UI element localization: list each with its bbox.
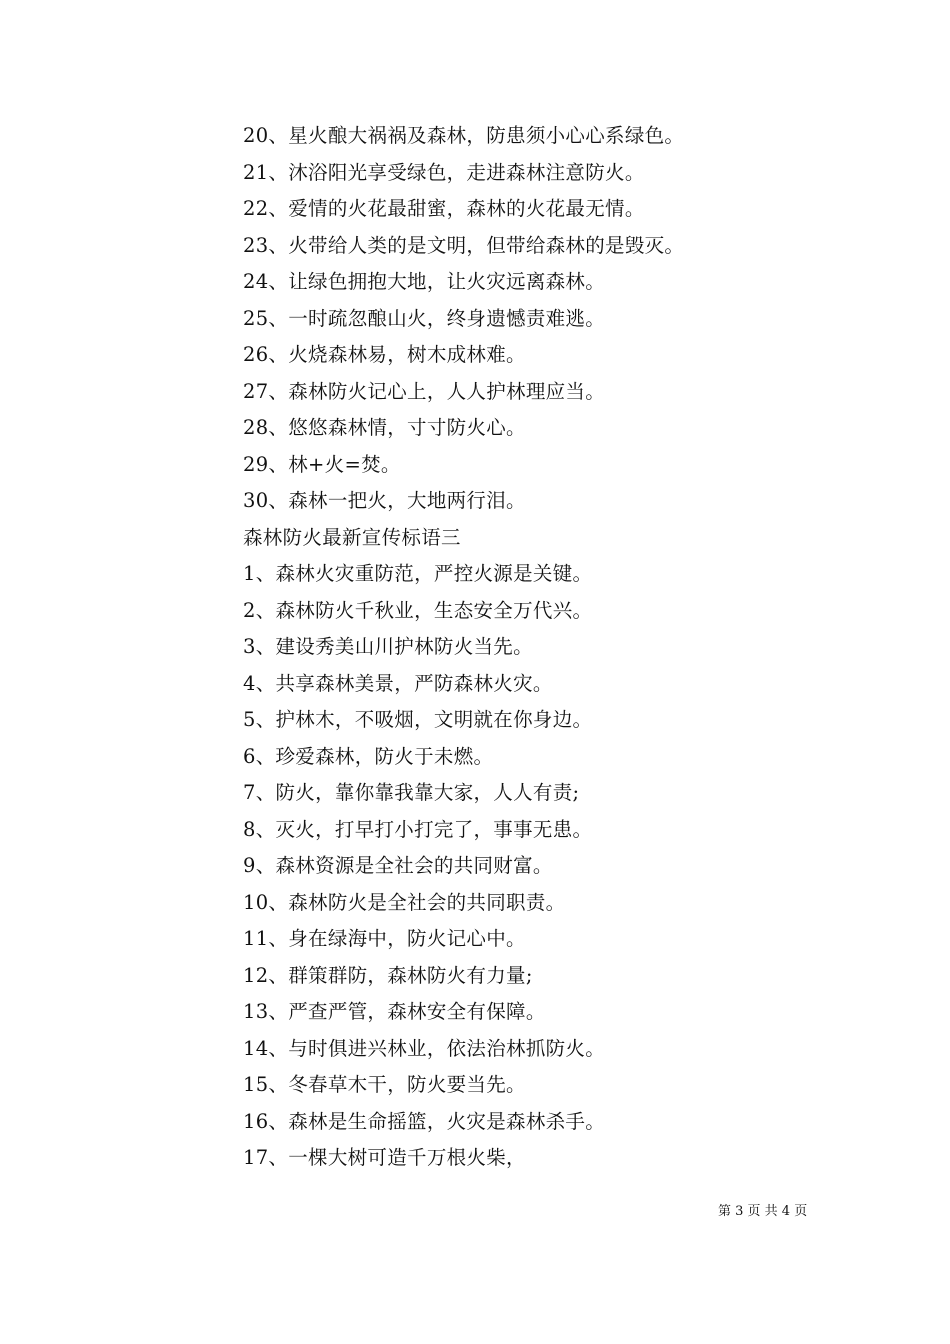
text-line: 23、火带给人类的是文明，但带给森林的是毁灭。	[243, 233, 685, 257]
text-line: 12、群策群防，森林防火有力量;	[243, 963, 533, 987]
text-line: 5、护林木，不吸烟，文明就在你身边。	[243, 708, 593, 731]
text-line: 14、与时俱进兴林业，依法治林抓防火。	[243, 1036, 606, 1060]
text-line: 13、严查严管，森林安全有保障。	[243, 1000, 546, 1023]
text-line: 2、森林防火千秋业，生态安全万代兴。	[243, 598, 593, 622]
text-line: 10、森林防火是全社会的共同职责。	[243, 890, 566, 914]
text-line: 4、共享森林美景，严防森林火灾。	[243, 671, 553, 695]
text-line: 11、身在绿海中，防火记心中。	[243, 927, 526, 950]
text-line: 20、星火酿大祸祸及森林，防患须小心心系绿色。	[243, 124, 685, 147]
text-line: 16、森林是生命摇篮，火灾是森林杀手。	[243, 1109, 606, 1133]
text-line: 29、林+火=焚。	[243, 452, 401, 476]
text-line: 21、沐浴阳光享受绿色，走进森林注意防火。	[243, 160, 645, 184]
text-line: 9、森林资源是全社会的共同财富。	[243, 854, 553, 877]
text-line: 28、悠悠森林情，寸寸防火心。	[243, 416, 526, 439]
text-line: 6、珍爱森林，防火于未燃。	[243, 744, 494, 768]
text-line: 25、一时疏忽酿山火，终身遗憾责难逃。	[243, 306, 606, 330]
text-line: 1、森林火灾重防范，严控火源是关键。	[243, 562, 593, 585]
text-line: 15、冬春草木干，防火要当先。	[243, 1073, 526, 1096]
text-line: 27、森林防火记心上，人人护林理应当。	[243, 379, 606, 403]
page-number-footer: 第 3 页 共 4 页	[718, 1204, 808, 1219]
text-line: 3、建设秀美山川护林防火当先。	[243, 635, 533, 658]
section-heading: 森林防火最新宣传标语三	[243, 525, 461, 549]
text-line: 17、一棵大树可造千万根火柴，	[243, 1146, 526, 1169]
text-line: 24、让绿色拥抱大地，让火灾远离森林。	[243, 270, 606, 293]
text-line: 22、爱情的火花最甜蜜，森林的火花最无情。	[243, 197, 645, 220]
text-line: 7、防火，靠你靠我靠大家，人人有责;	[243, 781, 580, 804]
text-line: 8、灭火，打早打小打完了，事事无患。	[243, 817, 593, 841]
text-line: 30、森林一把火，大地两行泪。	[243, 489, 526, 512]
document-body	[243, 118, 883, 1177]
text-line: 26、火烧森林易，树木成林难。	[243, 343, 526, 366]
